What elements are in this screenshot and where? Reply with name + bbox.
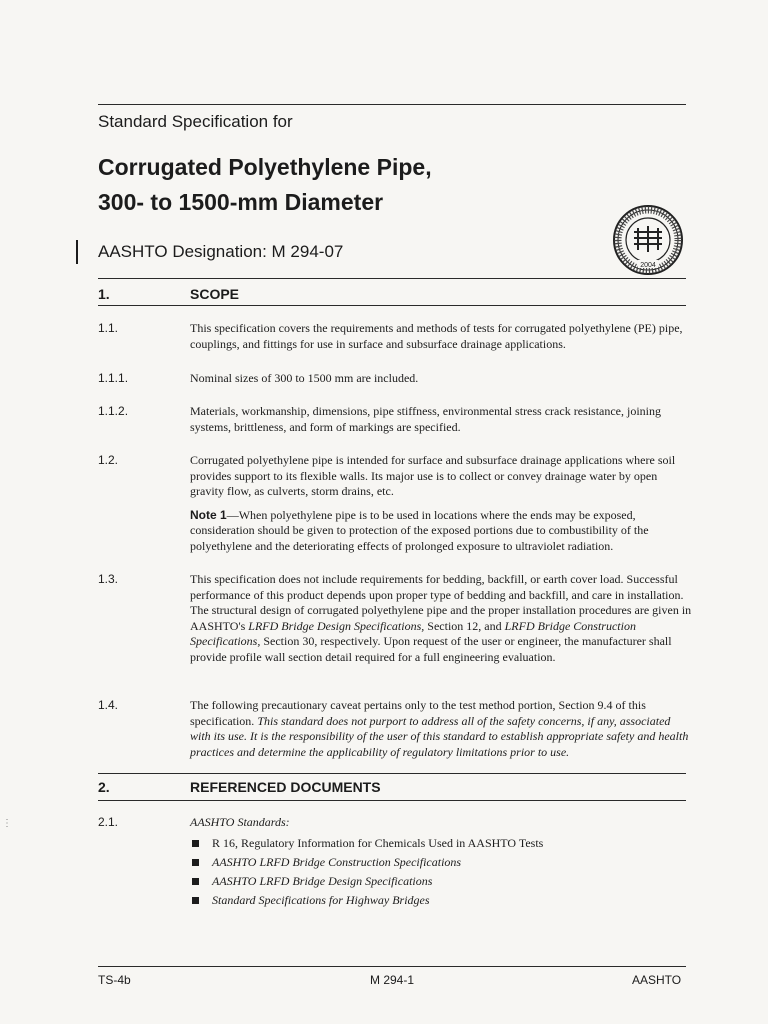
clause-text-part: The following precautionary caveat pertains only to the test method portion, Section 9.4 of this specification.: [190, 698, 646, 728]
clause-number: 1.1.: [98, 321, 119, 335]
bullet-square-icon: [192, 878, 199, 885]
clause-text: [190, 572, 692, 665]
list-item: [190, 891, 692, 910]
reference-text: AASHTO LRFD Bridge Design Specifications: [212, 873, 433, 888]
section-1-title: SCOPE: [190, 286, 240, 302]
section-1-number: 1.: [98, 286, 110, 302]
reference-text: AASHTO LRFD Bridge Construction Specifications: [212, 854, 462, 869]
reference-text: R 16, Regulatory Information for Chemicals Used in AASHTO Tests: [212, 835, 544, 850]
references-list: [190, 834, 692, 910]
aashto-designation: AASHTO Designation: M 294-07: [98, 242, 344, 261]
bullet-square-icon: [192, 840, 199, 847]
clause-number: 1.1.2.: [98, 404, 129, 418]
title-line-2: 300- to 1500-mm Diameter: [98, 189, 384, 215]
safety-caveat: This standard does not purport to address all of the safety concerns, if any, associated with its use. It is the responsibility of the user of this standard to establish appropriate safety and health practices and determine the applicability of regulatory limitations prior to use.: [190, 713, 689, 759]
footer-left: TS-4b: [98, 973, 131, 987]
section-2-title: REFERENCED DOCUMENTS: [190, 779, 381, 795]
section-2-bottom-rule: [98, 800, 686, 801]
note-text: —When polyethylene pipe is to be used in locations where the ends may be exposed, consideration should be given to protection of the exposed portions due to combustibility of the polyethylene and the deteriorating effects of prolonged exposure to ultraviolet radiation.: [190, 507, 649, 553]
clause-text-part: Section 30, respectively. Upon request of the user or engineer, the manufacturer shall provide profile wall section detail required for a full engineering evaluation.: [190, 634, 672, 664]
section-2-top-rule: [98, 773, 686, 774]
clause-text: Nominal sizes of 300 to 1500 mm are included.: [190, 371, 419, 385]
header-top-rule: [98, 104, 686, 105]
title-line-1: Corrugated Polyethylene Pipe,: [98, 154, 432, 180]
clause-number: 1.4.: [98, 698, 119, 712]
reference-text: Standard Specifications for Highway Bridges: [212, 892, 430, 907]
clause-text: Materials, workmanship, dimensions, pipe stiffness, environmental stress crack resistance, joining systems, brittleness, and form of markings are specified.: [190, 404, 662, 434]
list-item: [190, 834, 692, 853]
clause-text: [190, 698, 692, 760]
bullet-square-icon: [192, 859, 199, 866]
list-item: [190, 853, 692, 872]
clause-1-1-1: [98, 371, 692, 387]
clause-text: Corrugated polyethylene pipe is intended for surface and subsurface drainage applications where soil provides support to its flexible walls. Its major use is to collect or convey drainage water by open gravity flow, as culverts, storm drains, etc.: [190, 453, 676, 498]
references-heading: AASHTO Standards:: [190, 815, 290, 829]
clause-2-1: [98, 815, 692, 910]
clause-1-3: [98, 572, 692, 665]
clause-body: [190, 815, 692, 910]
note-label: Note 1: [190, 507, 227, 522]
section-1-top-rule: [98, 278, 686, 279]
clause-text-part: This specification does not include requirements for bedding, backfill, or earth cover load. Successful performance of this product depends upon proper type of bedding and backfill, and care in installation. The structural design of corrugated polyethylene pipe and the proper installation procedures are given in AASHTO's: [190, 572, 692, 633]
clause-number: 1.3.: [98, 572, 119, 586]
seal-year: 2004: [640, 262, 656, 269]
list-item: [190, 872, 692, 891]
note-1: [190, 508, 692, 555]
clause-text-part: Section 12, and: [424, 618, 505, 633]
scan-artifact: ⋮: [2, 818, 12, 829]
lrfd-design-title: LRFD Bridge Design Specifications,: [248, 618, 425, 633]
clause-number: 1.2.: [98, 453, 119, 467]
clause-number: 1.1.1.: [98, 371, 129, 385]
clause-1-2: [98, 453, 692, 554]
revision-change-bar: [76, 240, 78, 264]
footer-right: AASHTO: [632, 973, 682, 987]
aashto-seal-logo: [612, 204, 684, 276]
pre-title: Standard Specification for: [98, 112, 293, 131]
section-2-number: 2.: [98, 779, 110, 795]
clause-1-1-2: [98, 404, 692, 435]
document-title: [98, 150, 432, 220]
footer-rule: [98, 966, 686, 967]
clause-1-4: [98, 698, 692, 760]
clause-text: This specification covers the requirements and methods of tests for corrugated polyethylene (PE) pipe, couplings, and fittings for use in surface and subsurface drainage applications.: [190, 321, 683, 351]
lrfd-construction-title: LRFD Bridge Construction Specifications,: [190, 618, 636, 648]
clause-number: 2.1.: [98, 815, 119, 829]
clause-1-1: [98, 321, 692, 352]
bullet-square-icon: [192, 897, 199, 904]
footer-page-number: M 294-1: [370, 973, 415, 987]
section-1-bottom-rule: [98, 305, 686, 306]
